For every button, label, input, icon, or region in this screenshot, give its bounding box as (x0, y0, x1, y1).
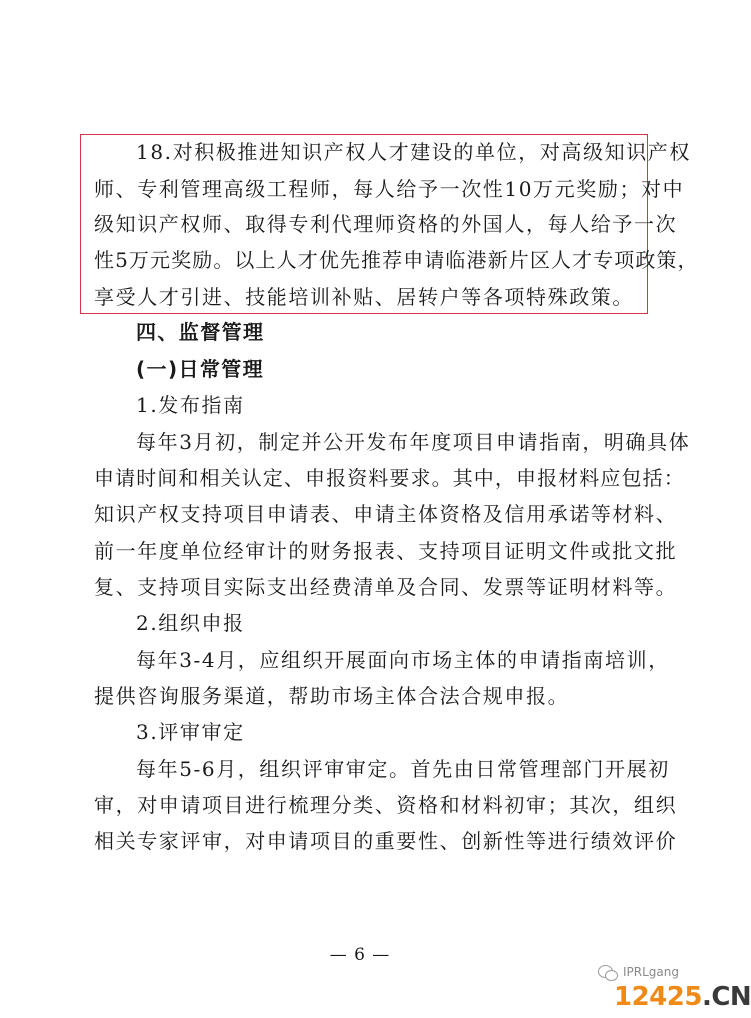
item-title: 2.组织申报 (136, 611, 245, 635)
item-3-line: 每年5-6月，组织评审审定。首先由日常管理部门开展初 (136, 757, 670, 781)
item-1-line: 前一年度单位经审计的财务报表、支持项目证明文件或批文批 (94, 539, 678, 563)
item-3-line: 相关专家评审，对申请项目的重要性、创新性等进行绩效评价 (94, 829, 678, 853)
paragraph-18-line: 性5万元奖励。以上人才优先推荐申请临港新片区人才专项政策， (94, 248, 699, 272)
section-heading: 四、监督管理 (136, 320, 265, 344)
paragraph-18-line: 享受人才引进、技能培训补贴、居转户等各项特殊政策。 (94, 285, 634, 309)
item-1-line: 申请时间和相关认定、申报资料要求。其中，申报材料应包括： (94, 466, 685, 490)
page-number: — 6 — (329, 945, 391, 965)
watermark (598, 964, 679, 980)
site-logo-tld: .CN (701, 982, 751, 1012)
paragraph-18-line: 级知识产权师、取得专利代理师资格的外国人，每人给予一次 (94, 212, 678, 236)
item-title: 3.评审审定 (136, 720, 245, 744)
wechat-icon (598, 964, 618, 980)
item-3-line: 审，对申请项目进行梳理分类、资格和材料初审；其次，组织 (94, 793, 678, 817)
item-title: 1.发布指南 (136, 393, 245, 417)
item-1-line: 每年3月初，制定并公开发布年度项目申请指南，明确具体 (136, 430, 691, 454)
item-1-line: 知识产权支持项目申请表、申请主体资格及信用承诺等材料、 (94, 502, 678, 526)
paragraph-18-line: 师、专利管理高级工程师，每人给予一次性10万元奖励；对中 (94, 177, 685, 201)
watermark-text: IPRLgang (623, 965, 679, 979)
item-2-line: 提供咨询服务渠道，帮助市场主体合法合规申报。 (94, 684, 570, 708)
subsection-heading: (一)日常管理 (136, 357, 265, 381)
paragraph-18-line: 18.对积极推进知识产权人才建设的单位，对高级知识产权 (136, 140, 692, 164)
item-2-line: 每年3-4月，应组织开展面向市场主体的申请指南培训， (136, 648, 670, 672)
site-logo-number: 12425 (614, 982, 702, 1012)
site-logo (614, 982, 751, 1012)
item-1-line: 复、支持项目实际支出经费清单及合同、发票等证明材料等。 (94, 575, 678, 599)
